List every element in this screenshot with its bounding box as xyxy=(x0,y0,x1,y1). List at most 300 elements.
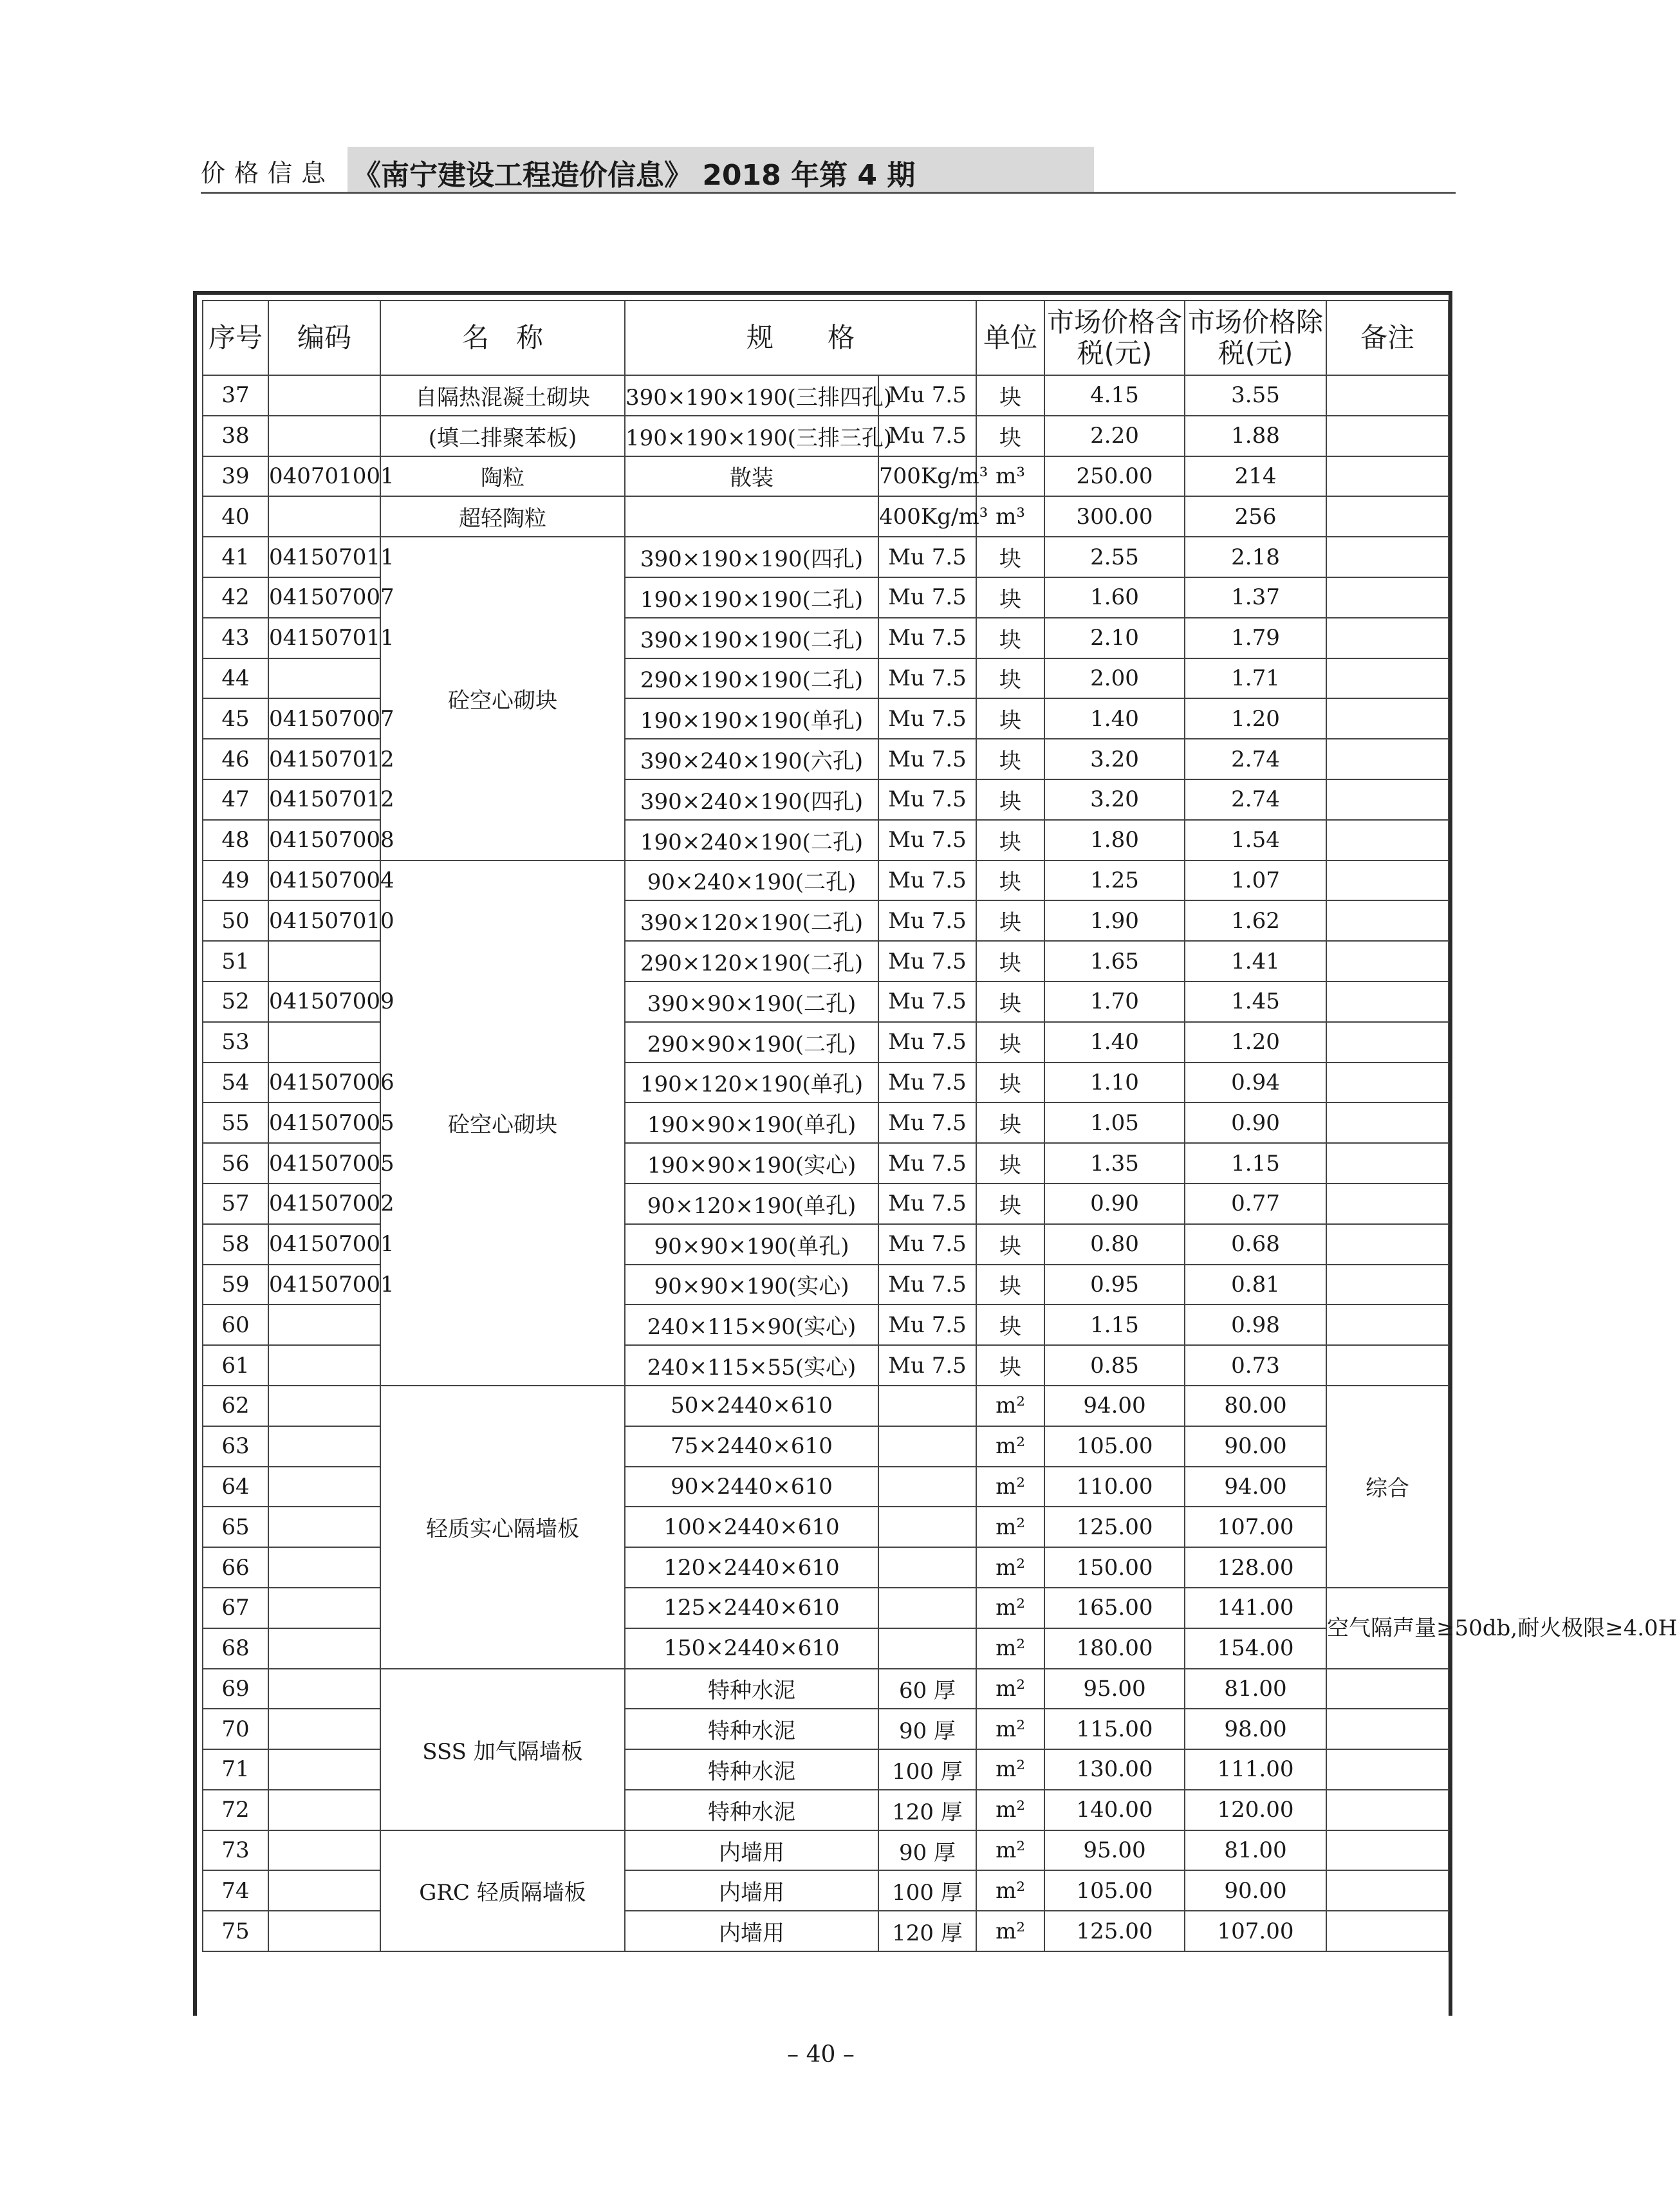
spec: 390×90×190(二孔) xyxy=(625,981,878,1022)
col-header-unit: 单位 xyxy=(976,301,1044,375)
spec: 特种水泥 xyxy=(625,1709,878,1749)
grade xyxy=(878,1386,976,1426)
col-header-price-notax: 市场价格除税(元) xyxy=(1185,301,1326,375)
item-code: 041507011 xyxy=(268,537,380,577)
item-code xyxy=(268,1305,380,1345)
price-with-tax: 95.00 xyxy=(1044,1669,1185,1709)
item-code xyxy=(268,1628,380,1669)
remark-note: 空气隔声量≥50db,耐火极限≥4.0H xyxy=(1326,1588,1449,1669)
price-without-tax: 141.00 xyxy=(1185,1588,1326,1628)
grade: Mu 7.5 xyxy=(878,779,976,820)
row-index: 56 xyxy=(203,1143,268,1184)
grade: Mu 7.5 xyxy=(878,658,976,699)
item-code: 041507010 xyxy=(268,900,380,941)
unit: 块 xyxy=(976,537,1044,577)
price-without-tax: 1.71 xyxy=(1185,658,1326,699)
unit: m³ xyxy=(976,456,1044,497)
col-header-price-tax: 市场价格含税(元) xyxy=(1044,301,1185,375)
unit: m³ xyxy=(976,496,1044,537)
remark xyxy=(1326,1345,1449,1386)
grade: 700Kg/m³ xyxy=(878,456,976,497)
price-without-tax: 81.00 xyxy=(1185,1669,1326,1709)
unit: m² xyxy=(976,1467,1044,1507)
price-without-tax: 1.07 xyxy=(1185,860,1326,901)
item-code: 041507011 xyxy=(268,618,380,658)
item-code: 041507012 xyxy=(268,779,380,820)
price-with-tax: 1.25 xyxy=(1044,860,1185,901)
grade xyxy=(878,1628,976,1669)
remark xyxy=(1326,698,1449,739)
grade: Mu 7.5 xyxy=(878,577,976,618)
price-with-tax: 2.55 xyxy=(1044,537,1185,577)
row-index: 59 xyxy=(203,1265,268,1305)
row-index: 58 xyxy=(203,1224,268,1265)
price-without-tax: 0.98 xyxy=(1185,1305,1326,1345)
item-code: 041507006 xyxy=(268,1063,380,1103)
row-index: 50 xyxy=(203,900,268,941)
unit: 块 xyxy=(976,739,1044,779)
item-code xyxy=(268,1709,380,1749)
unit: 块 xyxy=(976,779,1044,820)
table-row xyxy=(203,496,1449,537)
item-code: 040701001 xyxy=(268,456,380,497)
spec: 390×120×190(二孔) xyxy=(625,900,878,941)
price-without-tax: 2.18 xyxy=(1185,537,1326,577)
price-table xyxy=(202,300,1677,1952)
price-without-tax: 154.00 xyxy=(1185,1628,1326,1669)
spec: 190×190×190(单孔) xyxy=(625,698,878,739)
table-row xyxy=(203,860,1449,901)
unit: m² xyxy=(976,1547,1044,1588)
table-body xyxy=(203,375,1677,1951)
row-index: 48 xyxy=(203,820,268,860)
unit: 块 xyxy=(976,618,1044,658)
price-with-tax: 1.05 xyxy=(1044,1102,1185,1143)
price-with-tax: 0.90 xyxy=(1044,1184,1185,1224)
spec: 90×90×190(实心) xyxy=(625,1265,878,1305)
price-with-tax: 1.40 xyxy=(1044,698,1185,739)
unit: m² xyxy=(976,1790,1044,1830)
price-with-tax: 130.00 xyxy=(1044,1749,1185,1790)
table-header-row xyxy=(203,301,1449,375)
unit: 块 xyxy=(976,820,1044,860)
item-code xyxy=(268,1467,380,1507)
price-with-tax: 0.95 xyxy=(1044,1265,1185,1305)
item-code: 041507008 xyxy=(268,820,380,860)
item-code: 041507001 xyxy=(268,1224,380,1265)
remark xyxy=(1326,537,1449,577)
row-index: 57 xyxy=(203,1184,268,1224)
remark xyxy=(1326,739,1449,779)
grade xyxy=(878,1507,976,1547)
col-header-code: 编码 xyxy=(268,301,380,375)
unit: 块 xyxy=(976,1224,1044,1265)
remark xyxy=(1326,820,1449,860)
row-index: 70 xyxy=(203,1709,268,1749)
item-code xyxy=(268,416,380,456)
unit: m² xyxy=(976,1911,1044,1951)
item-code: 041507009 xyxy=(268,981,380,1022)
remark xyxy=(1326,496,1449,537)
row-index: 67 xyxy=(203,1588,268,1628)
grade: Mu 7.5 xyxy=(878,860,976,901)
unit: 块 xyxy=(976,1345,1044,1386)
item-code xyxy=(268,1426,380,1467)
price-with-tax: 110.00 xyxy=(1044,1467,1185,1507)
price-without-tax: 3.55 xyxy=(1185,375,1326,416)
item-code xyxy=(268,1345,380,1386)
price-with-tax: 105.00 xyxy=(1044,1870,1185,1911)
price-without-tax: 0.81 xyxy=(1185,1265,1326,1305)
price-with-tax: 1.70 xyxy=(1044,981,1185,1022)
price-without-tax: 2.74 xyxy=(1185,779,1326,820)
price-with-tax: 105.00 xyxy=(1044,1426,1185,1467)
unit: m² xyxy=(976,1709,1044,1749)
unit: 块 xyxy=(976,1305,1044,1345)
price-without-tax: 1.37 xyxy=(1185,577,1326,618)
grade: 120 厚 xyxy=(878,1790,976,1830)
row-index: 38 xyxy=(203,416,268,456)
row-index: 49 xyxy=(203,860,268,901)
price-with-tax: 1.40 xyxy=(1044,1022,1185,1063)
price-with-tax: 0.85 xyxy=(1044,1345,1185,1386)
remark-note: 综合 xyxy=(1326,1386,1449,1588)
price-with-tax: 115.00 xyxy=(1044,1709,1185,1749)
row-index: 51 xyxy=(203,941,268,981)
price-with-tax: 1.35 xyxy=(1044,1143,1185,1184)
unit: 块 xyxy=(976,1063,1044,1103)
price-without-tax: 1.45 xyxy=(1185,981,1326,1022)
grade: Mu 7.5 xyxy=(878,1184,976,1224)
item-code xyxy=(268,1588,380,1628)
spec: 240×115×55(实心) xyxy=(625,1345,878,1386)
spec: 390×190×190(三排四孔) xyxy=(625,375,878,416)
price-without-tax: 0.90 xyxy=(1185,1102,1326,1143)
grade: Mu 7.5 xyxy=(878,537,976,577)
publication-title: 《南宁建设工程造价信息》 2018 年第 4 期 xyxy=(353,159,916,192)
spec: 390×240×190(四孔) xyxy=(625,779,878,820)
grade: Mu 7.5 xyxy=(878,1345,976,1386)
remark xyxy=(1326,779,1449,820)
grade: Mu 7.5 xyxy=(878,375,976,416)
price-without-tax: 214 xyxy=(1185,456,1326,497)
item-code xyxy=(268,1911,380,1951)
price-with-tax: 1.60 xyxy=(1044,577,1185,618)
spec: 90×240×190(二孔) xyxy=(625,860,878,901)
spec: 90×120×190(单孔) xyxy=(625,1184,878,1224)
price-without-tax: 1.20 xyxy=(1185,1022,1326,1063)
col-header-name: 名 称 xyxy=(380,301,625,375)
remark xyxy=(1326,577,1449,618)
table-row xyxy=(203,1669,1449,1709)
item-name: 自隔热混凝土砌块 xyxy=(380,375,625,416)
price-without-tax: 1.54 xyxy=(1185,820,1326,860)
spec: 150×2440×610 xyxy=(625,1628,878,1669)
remark xyxy=(1326,375,1449,416)
item-name: (填二排聚苯板) xyxy=(380,416,625,456)
grade xyxy=(878,1426,976,1467)
unit: m² xyxy=(976,1426,1044,1467)
grade xyxy=(878,1547,976,1588)
row-index: 47 xyxy=(203,779,268,820)
item-code: 041507005 xyxy=(268,1143,380,1184)
spec: 290×120×190(二孔) xyxy=(625,941,878,981)
unit: 块 xyxy=(976,698,1044,739)
spec: 内墙用 xyxy=(625,1911,878,1951)
row-index: 42 xyxy=(203,577,268,618)
row-index: 37 xyxy=(203,375,268,416)
price-without-tax: 0.94 xyxy=(1185,1063,1326,1103)
spec: 190×190×190(三排三孔) xyxy=(625,416,878,456)
page-number: – 40 – xyxy=(787,2041,855,2068)
row-index: 43 xyxy=(203,618,268,658)
table-row xyxy=(203,416,1449,456)
price-without-tax: 128.00 xyxy=(1185,1547,1326,1588)
grade: Mu 7.5 xyxy=(878,981,976,1022)
price-without-tax: 1.41 xyxy=(1185,941,1326,981)
grade: Mu 7.5 xyxy=(878,820,976,860)
table-row xyxy=(203,375,1449,416)
row-index: 72 xyxy=(203,1790,268,1830)
row-index: 46 xyxy=(203,739,268,779)
unit: 块 xyxy=(976,1143,1044,1184)
unit: 块 xyxy=(976,941,1044,981)
row-index: 68 xyxy=(203,1628,268,1669)
price-with-tax: 150.00 xyxy=(1044,1547,1185,1588)
row-index: 44 xyxy=(203,658,268,699)
price-with-tax: 165.00 xyxy=(1044,1588,1185,1628)
row-index: 55 xyxy=(203,1102,268,1143)
item-code xyxy=(268,1749,380,1790)
remark xyxy=(1326,1790,1449,1830)
table-row xyxy=(203,456,1449,497)
item-code: 041507002 xyxy=(268,1184,380,1224)
price-without-tax: 1.88 xyxy=(1185,416,1326,456)
price-with-tax: 125.00 xyxy=(1044,1507,1185,1547)
grade: Mu 7.5 xyxy=(878,1224,976,1265)
item-group-name: 轻质实心隔墙板 xyxy=(380,1386,625,1669)
price-without-tax: 1.15 xyxy=(1185,1143,1326,1184)
spec: 100×2440×610 xyxy=(625,1507,878,1547)
grade: Mu 7.5 xyxy=(878,941,976,981)
price-without-tax: 1.20 xyxy=(1185,698,1326,739)
price-with-tax: 1.80 xyxy=(1044,820,1185,860)
row-index: 54 xyxy=(203,1063,268,1103)
row-index: 41 xyxy=(203,537,268,577)
price-without-tax: 1.62 xyxy=(1185,900,1326,941)
grade: 400Kg/m³ xyxy=(878,496,976,537)
price-with-tax: 95.00 xyxy=(1044,1830,1185,1871)
grade: Mu 7.5 xyxy=(878,698,976,739)
running-header xyxy=(201,147,1456,193)
unit: 块 xyxy=(976,1102,1044,1143)
remark xyxy=(1326,1911,1449,1951)
price-with-tax: 2.00 xyxy=(1044,658,1185,699)
price-with-tax: 1.90 xyxy=(1044,900,1185,941)
unit: m² xyxy=(976,1749,1044,1790)
col-header-remark: 备注 xyxy=(1326,301,1449,375)
remark xyxy=(1326,1669,1449,1709)
item-code xyxy=(268,941,380,981)
price-without-tax: 90.00 xyxy=(1185,1870,1326,1911)
unit: m² xyxy=(976,1669,1044,1709)
price-without-tax: 1.79 xyxy=(1185,618,1326,658)
remark xyxy=(1326,900,1449,941)
spec: 75×2440×610 xyxy=(625,1426,878,1467)
item-name: 超轻陶粒 xyxy=(380,496,625,537)
header-rule xyxy=(201,192,1456,194)
price-without-tax: 0.77 xyxy=(1185,1184,1326,1224)
unit: 块 xyxy=(976,981,1044,1022)
unit: 块 xyxy=(976,1184,1044,1224)
remark xyxy=(1326,658,1449,699)
item-code: 041507005 xyxy=(268,1102,380,1143)
remark xyxy=(1326,1102,1449,1143)
remark xyxy=(1326,1709,1449,1749)
grade: Mu 7.5 xyxy=(878,900,976,941)
col-header-spec: 规 格 xyxy=(625,301,976,375)
spec: 125×2440×610 xyxy=(625,1588,878,1628)
table-row xyxy=(203,537,1449,577)
remark xyxy=(1326,1022,1449,1063)
item-name: 陶粒 xyxy=(380,456,625,497)
unit: m² xyxy=(976,1386,1044,1426)
grade: 90 厚 xyxy=(878,1709,976,1749)
spec xyxy=(625,496,878,537)
spec: 50×2440×610 xyxy=(625,1386,878,1426)
price-with-tax: 0.80 xyxy=(1044,1224,1185,1265)
item-group-name: SSS 加气隔墙板 xyxy=(380,1669,625,1830)
row-index: 71 xyxy=(203,1749,268,1790)
item-code xyxy=(268,1870,380,1911)
grade: 100 厚 xyxy=(878,1749,976,1790)
unit: 块 xyxy=(976,860,1044,901)
remark xyxy=(1326,981,1449,1022)
row-index: 63 xyxy=(203,1426,268,1467)
table-row xyxy=(203,1386,1449,1426)
grade: Mu 7.5 xyxy=(878,416,976,456)
row-index: 65 xyxy=(203,1507,268,1547)
spec: 190×240×190(二孔) xyxy=(625,820,878,860)
unit: 块 xyxy=(976,1022,1044,1063)
grade: 100 厚 xyxy=(878,1870,976,1911)
price-without-tax: 80.00 xyxy=(1185,1386,1326,1426)
spec: 内墙用 xyxy=(625,1870,878,1911)
price-with-tax: 94.00 xyxy=(1044,1386,1185,1426)
item-code xyxy=(268,496,380,537)
item-code xyxy=(268,1830,380,1871)
price-without-tax: 98.00 xyxy=(1185,1709,1326,1749)
unit: m² xyxy=(976,1870,1044,1911)
spec: 特种水泥 xyxy=(625,1790,878,1830)
price-without-tax: 107.00 xyxy=(1185,1911,1326,1951)
spec: 390×190×190(二孔) xyxy=(625,618,878,658)
grade: Mu 7.5 xyxy=(878,1022,976,1063)
grade: 90 厚 xyxy=(878,1830,976,1871)
item-group-name: 砼空心砌块 xyxy=(380,860,625,1386)
unit: 块 xyxy=(976,577,1044,618)
price-without-tax: 107.00 xyxy=(1185,1507,1326,1547)
grade: 60 厚 xyxy=(878,1669,976,1709)
price-with-tax: 1.15 xyxy=(1044,1305,1185,1345)
item-code xyxy=(268,1386,380,1426)
row-index: 73 xyxy=(203,1830,268,1871)
price-without-tax: 256 xyxy=(1185,496,1326,537)
spec: 190×120×190(单孔) xyxy=(625,1063,878,1103)
spec: 240×115×90(实心) xyxy=(625,1305,878,1345)
unit: m² xyxy=(976,1588,1044,1628)
item-code xyxy=(268,1547,380,1588)
remark xyxy=(1326,618,1449,658)
spec: 190×90×190(单孔) xyxy=(625,1102,878,1143)
spec: 特种水泥 xyxy=(625,1749,878,1790)
remark xyxy=(1326,416,1449,456)
row-index: 52 xyxy=(203,981,268,1022)
col-header-index: 序号 xyxy=(203,301,268,375)
remark xyxy=(1326,941,1449,981)
remark xyxy=(1326,1184,1449,1224)
remark xyxy=(1326,1224,1449,1265)
item-code: 041507001 xyxy=(268,1265,380,1305)
item-group-name: GRC 轻质隔墙板 xyxy=(380,1830,625,1951)
row-index: 60 xyxy=(203,1305,268,1345)
remark xyxy=(1326,1305,1449,1345)
row-index: 66 xyxy=(203,1547,268,1588)
remark xyxy=(1326,1063,1449,1103)
unit: m² xyxy=(976,1628,1044,1669)
unit: m² xyxy=(976,1507,1044,1547)
grade: 120 厚 xyxy=(878,1911,976,1951)
price-without-tax: 0.73 xyxy=(1185,1345,1326,1386)
row-index: 39 xyxy=(203,456,268,497)
spec: 290×190×190(二孔) xyxy=(625,658,878,699)
table-row xyxy=(203,1830,1449,1871)
item-code xyxy=(268,1022,380,1063)
item-code xyxy=(268,375,380,416)
grade: Mu 7.5 xyxy=(878,1143,976,1184)
price-without-tax: 0.68 xyxy=(1185,1224,1326,1265)
remark xyxy=(1326,1870,1449,1911)
item-code xyxy=(268,1507,380,1547)
grade: Mu 7.5 xyxy=(878,739,976,779)
remark xyxy=(1326,1265,1449,1305)
remark xyxy=(1326,1749,1449,1790)
item-code xyxy=(268,658,380,699)
spec: 290×90×190(二孔) xyxy=(625,1022,878,1063)
price-with-tax: 2.20 xyxy=(1044,416,1185,456)
remark xyxy=(1326,456,1449,497)
price-with-tax: 300.00 xyxy=(1044,496,1185,537)
grade: Mu 7.5 xyxy=(878,1063,976,1103)
price-without-tax: 120.00 xyxy=(1185,1790,1326,1830)
price-with-tax: 2.10 xyxy=(1044,618,1185,658)
unit: m² xyxy=(976,1830,1044,1871)
price-without-tax: 111.00 xyxy=(1185,1749,1326,1790)
remark xyxy=(1326,860,1449,901)
item-group-name: 砼空心砌块 xyxy=(380,537,625,860)
spec: 内墙用 xyxy=(625,1830,878,1871)
item-code: 041507007 xyxy=(268,577,380,618)
grade: Mu 7.5 xyxy=(878,618,976,658)
remark xyxy=(1326,1830,1449,1871)
unit: 块 xyxy=(976,658,1044,699)
spec: 90×2440×610 xyxy=(625,1467,878,1507)
price-with-tax: 250.00 xyxy=(1044,456,1185,497)
item-code xyxy=(268,1790,380,1830)
row-index: 40 xyxy=(203,496,268,537)
item-code: 041507007 xyxy=(268,698,380,739)
grade: Mu 7.5 xyxy=(878,1102,976,1143)
